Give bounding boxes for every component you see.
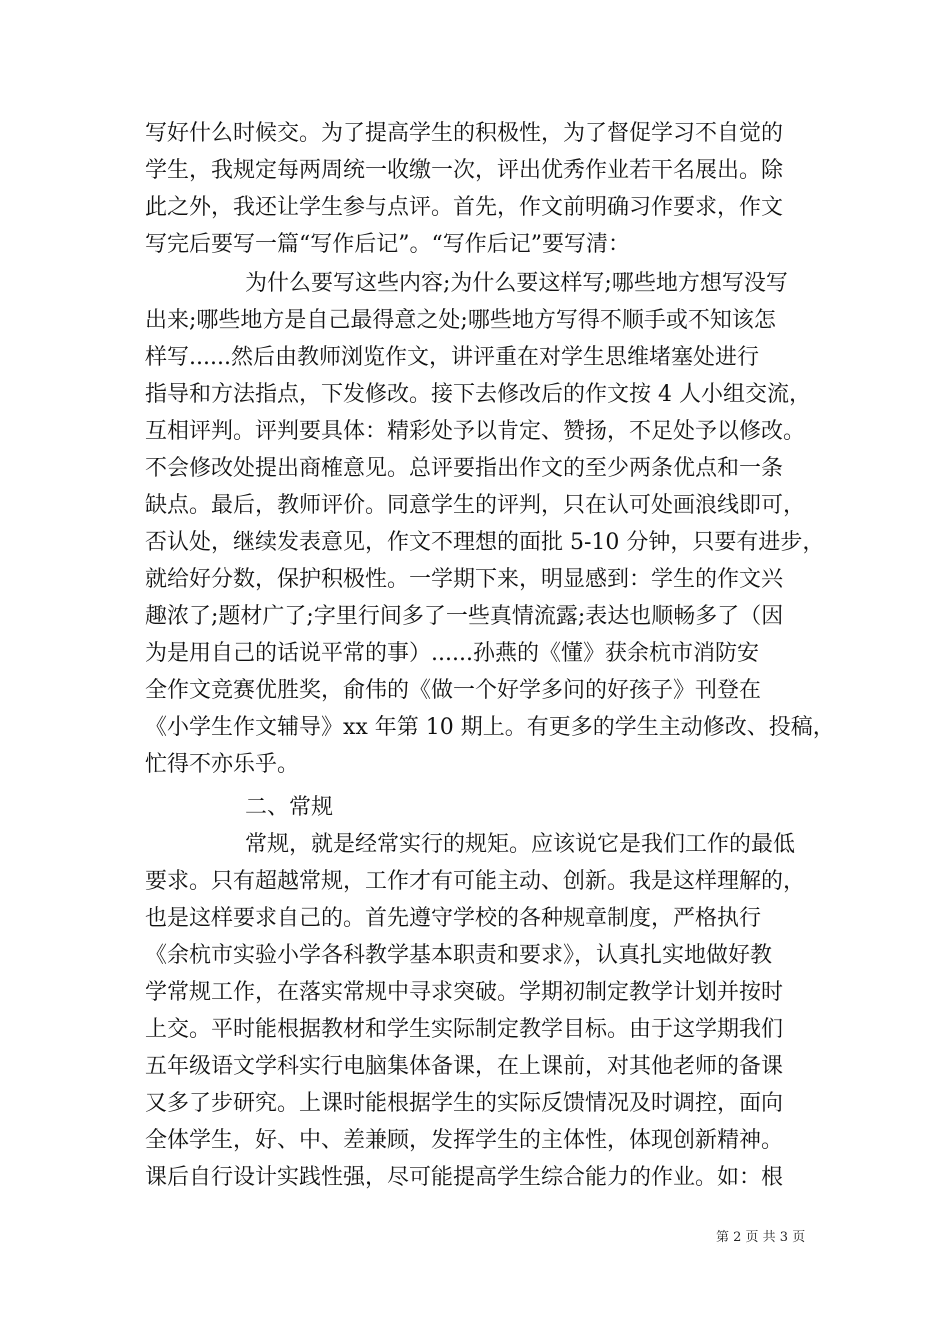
text-line: 学生，我规定每两周统一收缴一次，评出优秀作业若干名展出。除: [145, 158, 784, 183]
paragraph-start-line: 常规，就是经常实行的规矩。应该说它是我们工作的最低: [245, 832, 796, 857]
text-line: 写好什么时候交。为了提高学生的积极性，为了督促学习不自觉的: [145, 121, 784, 146]
page-number: 第 2 页 共 3 页: [716, 1230, 806, 1245]
text-line: 课后自行设计实践性强，尽可能提高学生综合能力的作业。如：根: [145, 1165, 784, 1190]
text-line: 全作文竞赛优胜奖，俞伟的《做一个好学多问的好孩子》刊登在: [145, 678, 762, 703]
text-line: 全体学生，好、中、差兼顾，发挥学生的主体性，体现创新精神。: [145, 1128, 784, 1153]
text-line: 《余杭市实验小学各科教学基本职责和要求》，认真扎实地做好教: [145, 943, 773, 968]
text-line: 五年级语文学科实行电脑集体备课，在上课前，对其他老师的备课: [145, 1054, 784, 1079]
text-line: 写完后要写一篇“写作后记”。“写作后记”要写清：: [145, 232, 630, 257]
text-line: 否认处，继续发表意见，作文不理想的面批 5-10 分钟，只要有进步，: [145, 530, 825, 555]
text-line: 互相评判。评判要具体：精彩处予以肯定、赞扬，不足处予以修改。: [145, 419, 806, 444]
text-line: 指导和方法指点，下发修改。接下去修改后的作文按 4 人小组交流，: [145, 382, 811, 407]
text-line: 就给好分数，保护积极性。一学期下来，明显感到：学生的作文兴: [145, 567, 784, 592]
text-line: 要求。只有超越常规，工作才有可能主动、创新。我是这样理解的，: [145, 869, 806, 894]
text-line: 上交。平时能根据教材和学生实际制定教学目标。由于这学期我们: [145, 1017, 784, 1042]
text-line: 出来;哪些地方是自己最得意之处;哪些地方写得不顺手或不知该怎: [145, 308, 776, 333]
text-line: 学常规工作，在落实常规中寻求突破。学期初制定教学计划并按时: [145, 980, 784, 1005]
text-line: 此之外，我还让学生参与点评。首先，作文前明确习作要求，作文: [145, 195, 784, 220]
text-line: 趣浓了;题材广了;字里行间多了一些真情流露;表达也顺畅多了（因: [145, 604, 784, 629]
text-line: 也是这样要求自己的。首先遵守学校的各种规章制度，严格执行: [145, 906, 762, 931]
text-line: 忙得不亦乐乎。: [145, 752, 300, 777]
paragraph-start-line: 为什么要写这些内容;为什么要这样写;哪些地方想写没写: [245, 271, 788, 296]
text-line: 又多了步研究。上课时能根据学生的实际反馈情况及时调控，面向: [145, 1091, 784, 1116]
text-line: 《小学生作文辅导》xx 年第 10 期上。有更多的学生主动修改、投稿，: [145, 715, 835, 740]
text-line: 不会修改处提出商榷意见。总评要指出作文的至少两条优点和一条: [145, 456, 784, 481]
text-line: 样写......然后由教师浏览作文，讲评重在对学生思维堵塞处进行: [145, 345, 759, 370]
text-line: 为是用自己的话说平常的事）......孙燕的《懂》获余杭市消防安: [145, 641, 759, 666]
section-heading: 二、常规: [245, 795, 334, 820]
text-line: 缺点。最后，教师评价。同意学生的评判，只在认可处画浪线即可，: [145, 493, 806, 518]
